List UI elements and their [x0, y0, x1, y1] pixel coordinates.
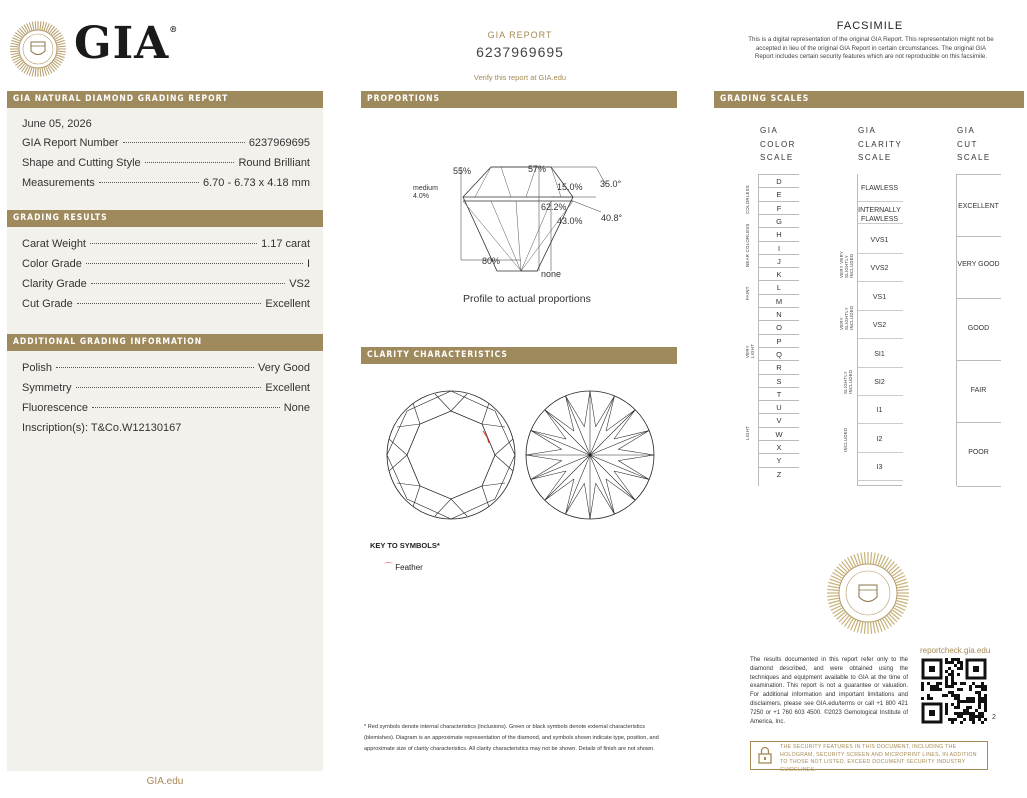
gia-edu-link[interactable]: GIA.edu — [146, 776, 184, 787]
color-grade-x: X — [759, 440, 799, 453]
verify-link[interactable]: Verify this report at GIA.edu — [473, 73, 567, 82]
crown-height-label: 15.0% — [557, 182, 583, 192]
field-shape: Shape and Cutting Style Round Brilliant — [22, 157, 310, 169]
girdle-label: medium — [413, 185, 438, 192]
report-date: June 05, 2026 — [22, 118, 92, 130]
clarity-divider — [858, 452, 903, 453]
color-grade-f: F — [759, 201, 799, 214]
color-grade-j: J — [759, 254, 799, 267]
disclaimer-text: The results documented in this report refer only to the diamond described, and were obtained using the techniques and equipment available to GIA at the time of examination. This report is not a guarantee or valuation. For additional information and important limitations and disclaimers, please see GIA.edu/terms or call +1 800 421 7250 or +1 760 603 4500. ©2023 Gemological Institute of America, Inc. — [750, 657, 908, 725]
field-symmetry: Symmetry Excellent — [22, 382, 310, 394]
color-grade-m: M — [759, 294, 799, 307]
color-grade-n: N — [759, 307, 799, 320]
table-label: 57% — [528, 164, 547, 174]
crown-angle-label: 35.0° — [600, 179, 622, 189]
cut-scale — [956, 174, 1000, 486]
clarity-divider — [858, 281, 903, 282]
grading-results-header: GRADING RESULTS — [7, 210, 323, 227]
field-clarity: Clarity Grade VS2 — [22, 278, 310, 290]
color-group-faint: FAINT — [745, 286, 750, 300]
color-grade-l: L — [759, 280, 799, 293]
left-panel — [7, 91, 323, 771]
clarity-header: CLARITY CHARACTERISTICS — [361, 347, 677, 364]
color-group-colorless: COLORLESS — [745, 185, 750, 214]
color-grade-t: T — [759, 387, 799, 400]
pavilion-depth-label: 43.0% — [557, 216, 583, 226]
reportcheck-link[interactable]: reportcheck.gia.edu — [920, 646, 991, 655]
color-grade-o: O — [759, 320, 799, 333]
clarity-group-included: INCLUDED — [843, 427, 848, 452]
gia-seal-logo — [9, 20, 67, 78]
clarity-divider — [858, 395, 903, 396]
cut-divider — [957, 360, 1001, 361]
clarity-divider — [858, 423, 903, 424]
cut-grade-very-good: VERY GOOD — [957, 261, 1000, 268]
clarity-divider — [858, 310, 903, 311]
clarity-grade-vvs1: VVS1 — [870, 237, 889, 244]
clarity-divider — [858, 253, 903, 254]
cut-scale-title: GIA CUT SCALE — [957, 126, 991, 162]
clarity-grade-si2: SI2 — [874, 379, 885, 386]
color-grade-p: P — [759, 334, 799, 347]
field-measurements: Measurements 6.70 - 6.73 x 4.18 mm — [22, 177, 310, 189]
field-polish: Polish Very Good — [22, 362, 310, 374]
cut-divider — [957, 174, 1001, 175]
color-grade-q: Q — [759, 347, 799, 360]
clarity-grade-vs2: VS2 — [872, 322, 887, 329]
pavilion-angle-label: 40.8° — [601, 213, 623, 223]
field-report-number: GIA Report Number 6237969695 — [22, 137, 310, 149]
proportions-diagram — [361, 150, 677, 310]
clarity-scale — [857, 174, 902, 486]
facsimile-notice: This is a digital representation of the original GIA Report. This representation might not be accepted in lieu of the original GIA Report in certain circumstances. The original GIA Report includes certain security features which are not reproducible on this facsimile. — [748, 36, 994, 60]
color-grade-s: S — [759, 374, 799, 387]
color-scale — [758, 174, 802, 486]
additional-info-header: ADDITIONAL GRADING INFORMATION — [7, 334, 323, 351]
cut-grade-good: GOOD — [967, 325, 990, 332]
cut-divider — [957, 422, 1001, 423]
clarity-divider — [858, 367, 903, 368]
profile-caption: Profile to actual proportions — [463, 293, 591, 305]
total-depth-label: 62.2% — [541, 202, 567, 212]
color-group-very-light: VERY LIGHT — [745, 343, 755, 358]
clarity-group-vs: VERY SLIGHTLY INCLUDED — [839, 305, 854, 330]
clarity-divider — [858, 201, 903, 202]
cut-divider — [957, 298, 1001, 299]
grading-scales-header: GRADING SCALES — [714, 91, 1024, 108]
field-carat: Carat Weight 1.17 carat — [22, 238, 310, 250]
color-group-near-colorless: NEAR COLORLESS — [745, 223, 750, 267]
color-grade-h: H — [759, 227, 799, 240]
field-inscription: Inscription(s): T&Co.W12130167 — [22, 422, 182, 434]
natural-report-header: GIA NATURAL DIAMOND GRADING REPORT — [7, 91, 323, 108]
clarity-grade-vvs2: VVS2 — [870, 265, 889, 272]
color-grade-z: Z — [759, 467, 799, 480]
clarity-grade-internally-flawless: INTERNALLY FLAWLESS — [858, 207, 901, 223]
feather-icon: ⌒ — [384, 562, 394, 572]
gia-gold-seal — [826, 551, 910, 635]
clarity-divider — [858, 480, 903, 481]
color-grade-i: I — [759, 241, 799, 254]
cut-grade-excellent: EXCELLENT — [958, 203, 999, 210]
clarity-grade-i1: I1 — [876, 407, 883, 414]
proportions-header: PROPORTIONS — [361, 91, 677, 108]
lower-half-label: 80% — [482, 256, 501, 266]
clarity-grade-si1: SI1 — [874, 351, 885, 358]
color-grade-d: D — [759, 174, 799, 187]
report-label: GIA REPORT — [487, 30, 553, 40]
cut-grade-poor: POOR — [968, 449, 989, 456]
pavilion-plot-diagram — [524, 389, 656, 521]
key-item-feather: ⌒ Feather — [384, 562, 423, 572]
color-grade-g: G — [759, 214, 799, 227]
cut-divider — [957, 236, 1001, 237]
star-length-label: 55% — [453, 166, 472, 176]
cut-grade-fair: FAIR — [970, 387, 987, 394]
color-grade-v: V — [759, 413, 799, 426]
color-grade-r: R — [759, 360, 799, 373]
clarity-divider — [858, 223, 903, 224]
color-group-light: LIGHT — [745, 425, 750, 440]
color-grade-e: E — [759, 187, 799, 200]
clarity-group-si: SLIGHTLY INCLUDED — [843, 369, 853, 394]
page-number: 2 — [992, 714, 996, 721]
security-notice-text: THE SECURITY FEATURES IN THIS DOCUMENT, INCLUDING THE HOLOGRAM, SECURITY SCREEN AND MICROPRINT LINES, IN ADDITION TO THOSE NOT LISTED, EXCEED DOCUMENT SECURITY INDUSTRY GUIDELINES. — [780, 744, 977, 773]
cut-divider — [957, 486, 1001, 487]
clarity-scale-title: GIA CLARITY SCALE — [858, 126, 903, 162]
clarity-group-vvs: VERY VERY SLIGHTLY INCLUDED — [839, 251, 854, 278]
field-fluorescence: Fluorescence None — [22, 402, 310, 414]
facsimile-title: FACSIMILE — [836, 20, 904, 32]
crown-plot-diagram — [385, 389, 517, 521]
color-grade-w: W — [759, 427, 799, 440]
girdle-value: 4.0% — [413, 193, 429, 200]
field-cut: Cut Grade Excellent — [22, 298, 310, 310]
report-number: 6237969695 — [476, 44, 564, 60]
color-grade-k: K — [759, 267, 799, 280]
clarity-divider — [858, 338, 903, 339]
clarity-grade-flawless: FLAWLESS — [860, 185, 899, 192]
color-grade-u: U — [759, 400, 799, 413]
qr-code-icon[interactable] — [921, 658, 987, 724]
clarity-footnote: * Red symbols denote internal characteristics (inclusions). Green or black symbols denote external characteristics (blemishes). Diagram is an approximate representation of the diamond, and symbols shown indicate type, position, and approximate size of clarity characteristics. All clarity characteristics may not be shown. Details of finish are not shown. — [364, 724, 659, 752]
key-to-symbols-title: KEY TO SYMBOLS* — [370, 541, 440, 550]
clarity-grade-vs1: VS1 — [872, 294, 887, 301]
culet-label: none — [541, 269, 562, 279]
lock-icon — [757, 746, 773, 764]
gia-wordmark: GIA® — [74, 18, 179, 69]
color-grade-y: Y — [759, 453, 799, 466]
clarity-grade-i2: I2 — [876, 436, 883, 443]
field-color: Color Grade I — [22, 258, 310, 270]
clarity-grade-i3: I3 — [876, 464, 883, 471]
color-scale-title: GIA COLOR SCALE — [760, 126, 796, 162]
